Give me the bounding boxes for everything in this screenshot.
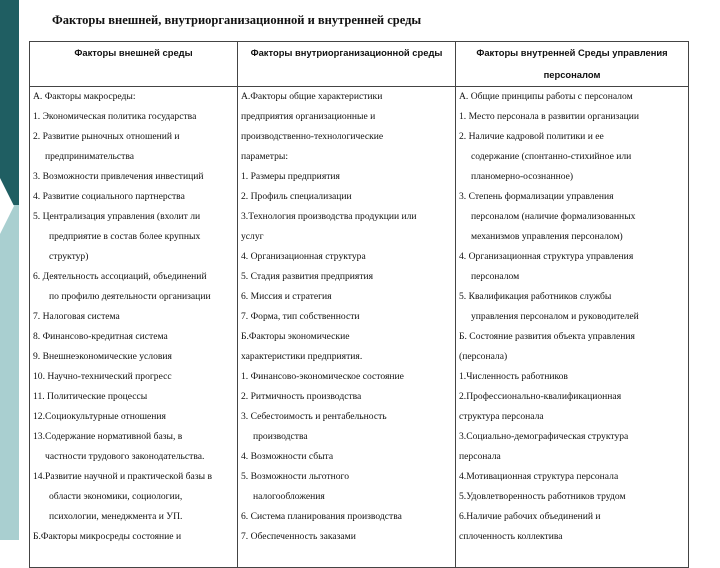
- left-band-notch: [0, 178, 14, 234]
- column-external: [30, 87, 238, 568]
- factor-line: 5. Централизация управления (вхолит ли: [33, 211, 201, 222]
- factor-line: 9. Внешнеэкономические условия: [33, 351, 172, 362]
- factor-line: 2. Ритмичность производства: [241, 391, 362, 402]
- header-line: Факторы внутренней Среды управления: [476, 47, 668, 58]
- header-line: Факторы внутриорганизационной среды: [250, 47, 443, 58]
- factor-line: предприятие в состав более крупных: [49, 231, 201, 242]
- factor-line: 2. Профиль специализации: [241, 191, 352, 202]
- factor-line: Б.Факторы микросреды состояние и: [33, 531, 182, 542]
- table-body-row: [30, 87, 689, 568]
- factor-line: 3. Возможности привлечения инвестиций: [33, 171, 204, 182]
- factor-line: 6. Система планирования производства: [241, 511, 402, 522]
- factor-line: производственно-технологические: [241, 131, 384, 142]
- factor-line: 5.Удовлетворенность работников трудом: [459, 491, 626, 502]
- factor-line: 7. Налоговая система: [33, 311, 120, 322]
- factor-line: 6.Наличие рабочих объединений и: [459, 511, 601, 522]
- left-band-light: [0, 205, 19, 540]
- factor-line: 1. Экономическая политика государства: [33, 111, 197, 122]
- factor-line: 1. Размеры предприятия: [241, 171, 340, 182]
- factor-line: 2. Наличие кадровой политики и ее: [459, 131, 604, 142]
- factor-line: управления персоналом и руководителей: [471, 311, 639, 322]
- factor-line: содержание (спонтанно-стихийное или: [471, 151, 632, 162]
- factor-line: 2. Развитие рыночных отношений и: [33, 131, 180, 142]
- left-band-dark: [0, 0, 19, 205]
- factor-line: 7. Обеспеченность заказами: [241, 531, 356, 542]
- factor-line: сплоченность коллектива: [459, 531, 563, 542]
- factor-line: 4. Организационная структура управления: [459, 251, 634, 262]
- factor-line: 11. Политические процессы: [33, 391, 148, 402]
- factor-line: 3. Степень формализации управления: [459, 191, 614, 202]
- factor-line: А. Общие принципы работы с персоналом: [459, 91, 633, 102]
- header-external: [30, 42, 238, 87]
- factor-line: 5. Квалификация работников службы: [459, 291, 612, 302]
- header-internal-org: [238, 42, 456, 87]
- factor-line: характеристики предприятия.: [241, 351, 363, 362]
- factor-line: 8. Финансово-кредитная система: [33, 331, 168, 342]
- factor-line: по профилю деятельности организации: [49, 291, 211, 302]
- factor-line: 10. Научно-технический прогресс: [33, 371, 172, 382]
- factor-line: услуг: [241, 231, 264, 242]
- header-internal: [456, 42, 689, 87]
- factor-line: А. Факторы макросреды:: [33, 91, 136, 102]
- factor-line: 4. Организационная структура: [241, 251, 366, 262]
- factors-table: [29, 41, 689, 568]
- factor-line: области экономики, социологии,: [49, 491, 183, 502]
- factor-line: 6. Миссия и стратегия: [241, 291, 332, 302]
- factor-line: Б.Факторы экономические: [241, 331, 350, 342]
- table-header-row: [30, 42, 689, 87]
- factor-line: 13.Содержание нормативной базы, в: [33, 431, 183, 442]
- factor-line: 1.Численность работников: [459, 371, 568, 382]
- factor-line: 4. Возможности сбыта: [241, 451, 334, 462]
- column-internal: [456, 87, 689, 568]
- header-line: персоналом: [543, 69, 601, 80]
- factor-line: персоналом (наличие формализованных: [471, 211, 636, 222]
- factor-line: 4. Развитие социального партнерства: [33, 191, 185, 202]
- factor-line: планомерно-осознанное): [471, 171, 574, 182]
- factor-line: частности трудового законодательства.: [45, 451, 205, 462]
- column-internal-org: [238, 87, 456, 568]
- factor-line: предпринимательства: [45, 151, 135, 162]
- factor-line: 14.Развитие научной и практической базы в: [33, 471, 212, 482]
- factor-line: Б. Состояние развития объекта управления: [459, 331, 635, 342]
- factor-line: предприятия организационные и: [241, 111, 376, 122]
- factor-line: (персонала): [459, 351, 508, 362]
- slide-left-band: [0, 0, 19, 540]
- factor-line: производства: [253, 431, 308, 442]
- factor-line: 7. Форма, тип собственности: [241, 311, 360, 322]
- factor-line: структура персонала: [459, 411, 544, 422]
- factor-line: 4.Мотивационная структура персонала: [459, 471, 619, 482]
- factor-line: параметры:: [241, 151, 288, 162]
- factor-line: налогообложения: [253, 491, 325, 502]
- slide-title: Факторы внешней, внутриорганизационной и внутренней среды: [52, 13, 422, 27]
- factor-line: 12.Социокультурные отношения: [33, 411, 166, 422]
- factor-line: 5. Стадия развития предприятия: [241, 271, 374, 282]
- factor-line: 6. Деятельность ассоциаций, объединений: [33, 271, 207, 282]
- factor-line: персонала: [459, 451, 501, 462]
- factor-line: 1. Место персонала в развитии организации: [459, 111, 639, 122]
- factor-line: персоналом: [471, 271, 520, 282]
- factor-line: А.Факторы общие характеристики: [241, 91, 383, 102]
- header-line: Факторы внешней среды: [74, 47, 193, 58]
- factor-line: механизмов управления персоналом): [471, 231, 623, 242]
- factor-line: 1. Финансово-экономическое состояние: [241, 371, 404, 382]
- factor-line: психологии, менеджмента и УП.: [49, 511, 183, 522]
- factor-line: 5. Возможности льготного: [241, 471, 349, 482]
- factor-line: 3. Себестоимость и рентабельность: [241, 411, 387, 422]
- factor-line: 3.Социально-демографическая структура: [459, 431, 629, 442]
- factor-line: 2.Профессионально-квалификационная: [459, 391, 622, 402]
- factor-line: 3.Технология производства продукции или: [241, 211, 417, 222]
- factor-line: структур): [49, 251, 89, 262]
